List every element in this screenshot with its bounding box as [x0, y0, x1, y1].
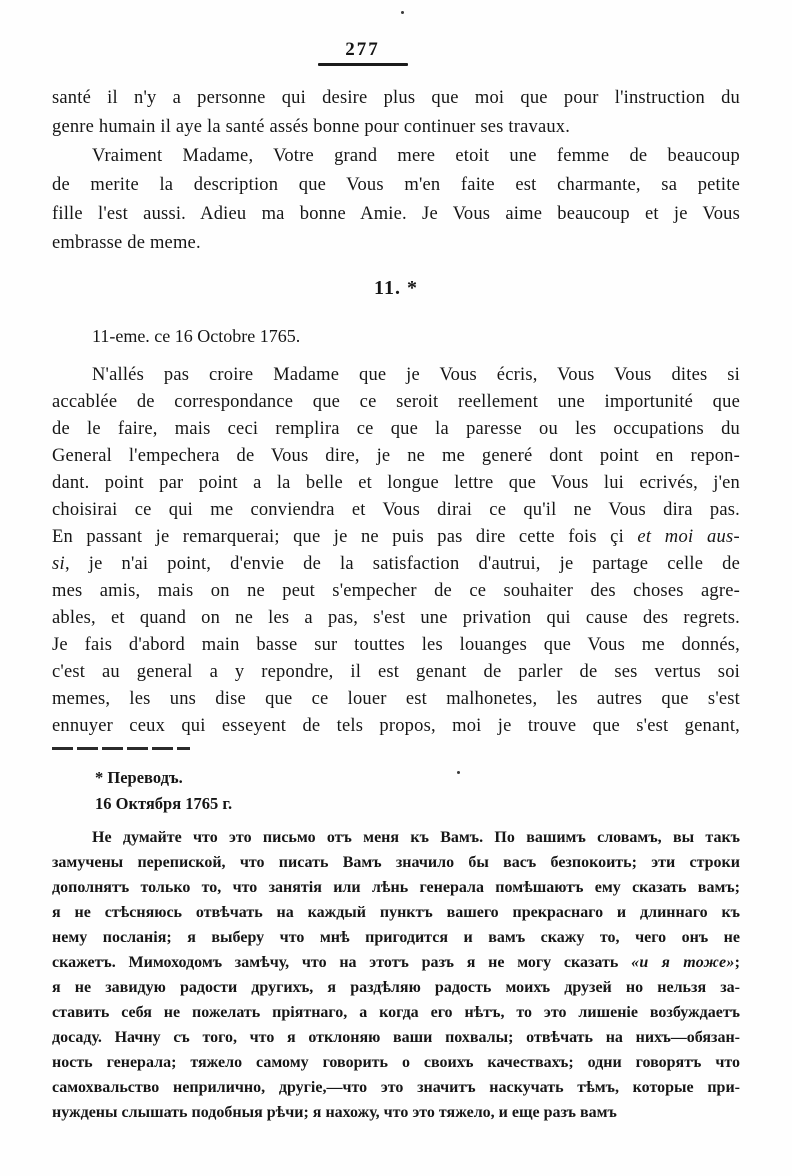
ink-dot	[401, 11, 404, 14]
text-line: santé il n'y a personne qui desire plus que moi que pour l'instruction du	[52, 88, 740, 108]
text-line: дополнятъ только то, что занятія или лѣнь генерала помѣшаютъ ему сказать вамъ;	[52, 879, 740, 896]
text-line: mes amis, mais on ne peut s'empecher de ce souhaiter des choses agre-	[52, 581, 740, 601]
page-number: 277	[345, 39, 380, 60]
text-line: memes, les uns dise que ce louer est malhonetes, les autres que s'est	[52, 689, 740, 709]
footnote-marker: * Переводъ.	[95, 768, 183, 787]
text-line: я не стѣсняюсь отвѣчать на каждый пунктъ вашего прекраснаго и длиннаго къ	[52, 904, 740, 921]
text-line: de le faire, mais ceci remplira ce que la paresse ou les occupations du	[52, 419, 740, 439]
footnote-dateline: 16 Октября 1765 г.	[95, 794, 233, 813]
text-line: самохвальство неприлично, другіе,—что это значитъ наскучать тѣмъ, которые при-	[52, 1079, 740, 1096]
text-line: ставить себя не пожелать пріятнаго, а когда его нѣтъ, то это лишеніе возбуждаетъ	[52, 1004, 740, 1021]
text-line: de merite la description que Vous m'en faite est charmante, sa petite	[52, 175, 740, 195]
text-line: General l'empechera de Vous dire, je ne me generé dont point en repon-	[52, 446, 740, 466]
text-line: genre humain il aye la santé assés bonne pour continuer ses travaux.	[52, 117, 571, 137]
text-line: choisirai ce qui me conviendra et Vous dirai ce qu'il ne Vous dira pas.	[52, 500, 740, 520]
letter-dateline: 11-eme. ce 16 Octobre 1765.	[92, 326, 301, 346]
text-line: нему посланія; я выберу что мнѣ пригодится и вамъ скажу то, чего онъ не	[52, 929, 740, 946]
text-line: Не думайте что это письмо отъ меня къ Вамъ. По вашимъ словамъ, вы такъ	[92, 829, 740, 846]
intro-paragraphs	[52, 84, 740, 258]
footnote-separator	[52, 747, 190, 750]
text-line: я не завидую радости другихъ, я раздѣляю радость моихъ друзей но нельзя за-	[52, 979, 740, 996]
text-line: замучены перепиской, что писать Вамъ значило бы васъ безпокоить; эти строки	[52, 854, 740, 871]
section-heading: 11. *	[374, 277, 418, 299]
text-line: ность генерала; тяжело самому говорить о своихъ качествахъ; одни говорятъ что	[52, 1054, 740, 1071]
text-line: fille l'est aussi. Adieu ma bonne Amie. Je Vous aime beaucoup et je Vous	[52, 204, 740, 224]
text-line: accablée de correspondance que ce seroit reellement une importunité que	[52, 392, 740, 412]
letter-body	[52, 362, 740, 740]
text-line: embrasse de meme.	[52, 233, 201, 253]
text-line: c'est au general a y repondre, il est genant de parler de ses vertus soi	[52, 662, 740, 682]
text-line: Vraiment Madame, Votre grand mere etoit une femme de beaucoup	[92, 146, 740, 166]
footnote-translation	[52, 825, 740, 1125]
text-line: скажетъ. Мимоходомъ замѣчу, что на этотъ разъ я не могу сказать «и я тоже»;	[52, 954, 740, 971]
text-line: N'allés pas croire Madame que je Vous écris, Vous Vous dites si	[92, 365, 740, 385]
text-line: Je fais d'abord main basse sur touttes les louanges que Vous me donnés,	[52, 635, 740, 655]
text-line: ennuyer ceux qui esseyent de tels propos, moi je trouve que s'est genant,	[52, 716, 740, 736]
text-line: si, je n'ai point, d'envie de la satisfaction d'autrui, je partage celle de	[52, 554, 740, 574]
text-line: досаду. Начну съ того, что я отклоняю ваши похвалы; отвѣчать на нихъ—обязан-	[52, 1029, 740, 1046]
text-line: En passant je remarquerai; que je ne puis pas dire cette fois çi et moi aus-	[52, 527, 740, 547]
text-line: нуждены слышать подобныя рѣчи; я нахожу, что это тяжело, и еще разъ вамъ	[52, 1104, 617, 1121]
text-line: dant. point par point a la belle et longue lettre que Vous lui ecrivés, j'en	[52, 473, 740, 493]
page-number-rule	[318, 63, 408, 66]
text-line: ables, et quand on ne les a pas, s'est une privation qui cause des regrets.	[52, 608, 740, 628]
